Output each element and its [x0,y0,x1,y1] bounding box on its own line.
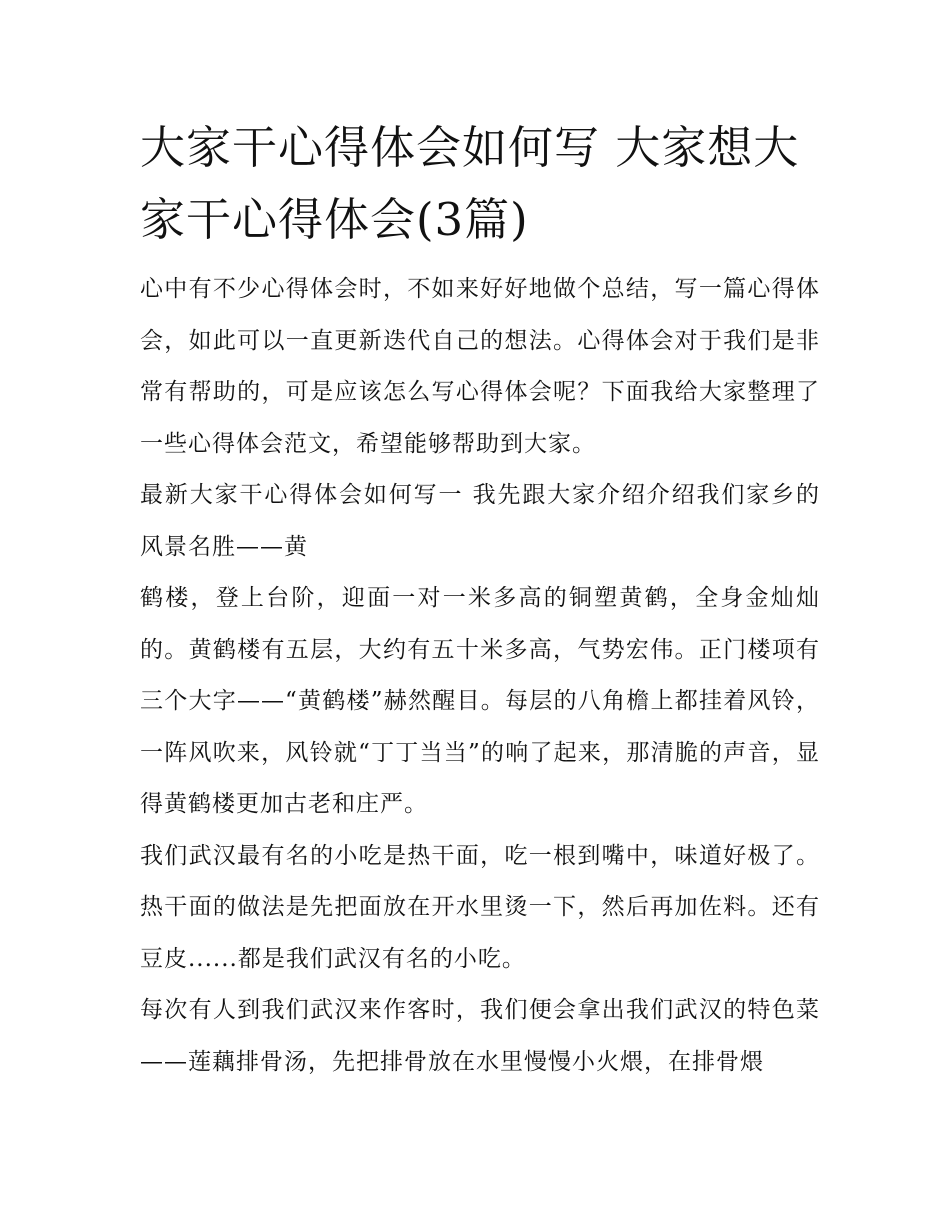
document-title: 大家干心得体会如何写 大家想大家干心得体会(3篇) [140,121,800,246]
snack-paragraph: 我们武汉最有名的小吃是热干面，吃一根到嘴中，味道好极了。热干面的做法是先把面放在开水里烫一下，然后再加佐料。还有豆皮......都是我们武汉有名的小吃。 [140,842,820,972]
yellow-crane-tower-paragraph: 鹤楼，登上台阶，迎面一对一米多高的铜塑黄鹤，全身金灿灿的。黄鹤楼有五层，大约有五十米多高，气势宏伟。正门楼项有三个大字——“黄鹤楼”赫然醒目。每层的八角檐上都挂着风铃，一阵风吹来，风铃就“丁丁当当”的响了起来，那清脆的声音，显得黄鹤楼更加古老和庄严。 [140,585,820,817]
dish-paragraph: 每次有人到我们武汉来作客时，我们便会拿出我们武汉的特色菜——莲藕排骨汤，先把排骨放在水里慢慢小火煨，在排骨煨 [140,997,820,1075]
intro-paragraph: 心中有不少心得体会时，不如来好好地做个总结，写一篇心得体会，如此可以一直更新迭代自己的想法。心得体会对于我们是非常有帮助的，可是应该怎么写心得体会呢？下面我给大家整理了一些心得体会范文，希望能够帮助到大家。 [140,276,820,457]
section-heading-paragraph: 最新大家干心得体会如何写一 我先跟大家介绍介绍我们家乡的风景名胜——黄 [140,482,820,560]
document-page [140,112,820,1088]
